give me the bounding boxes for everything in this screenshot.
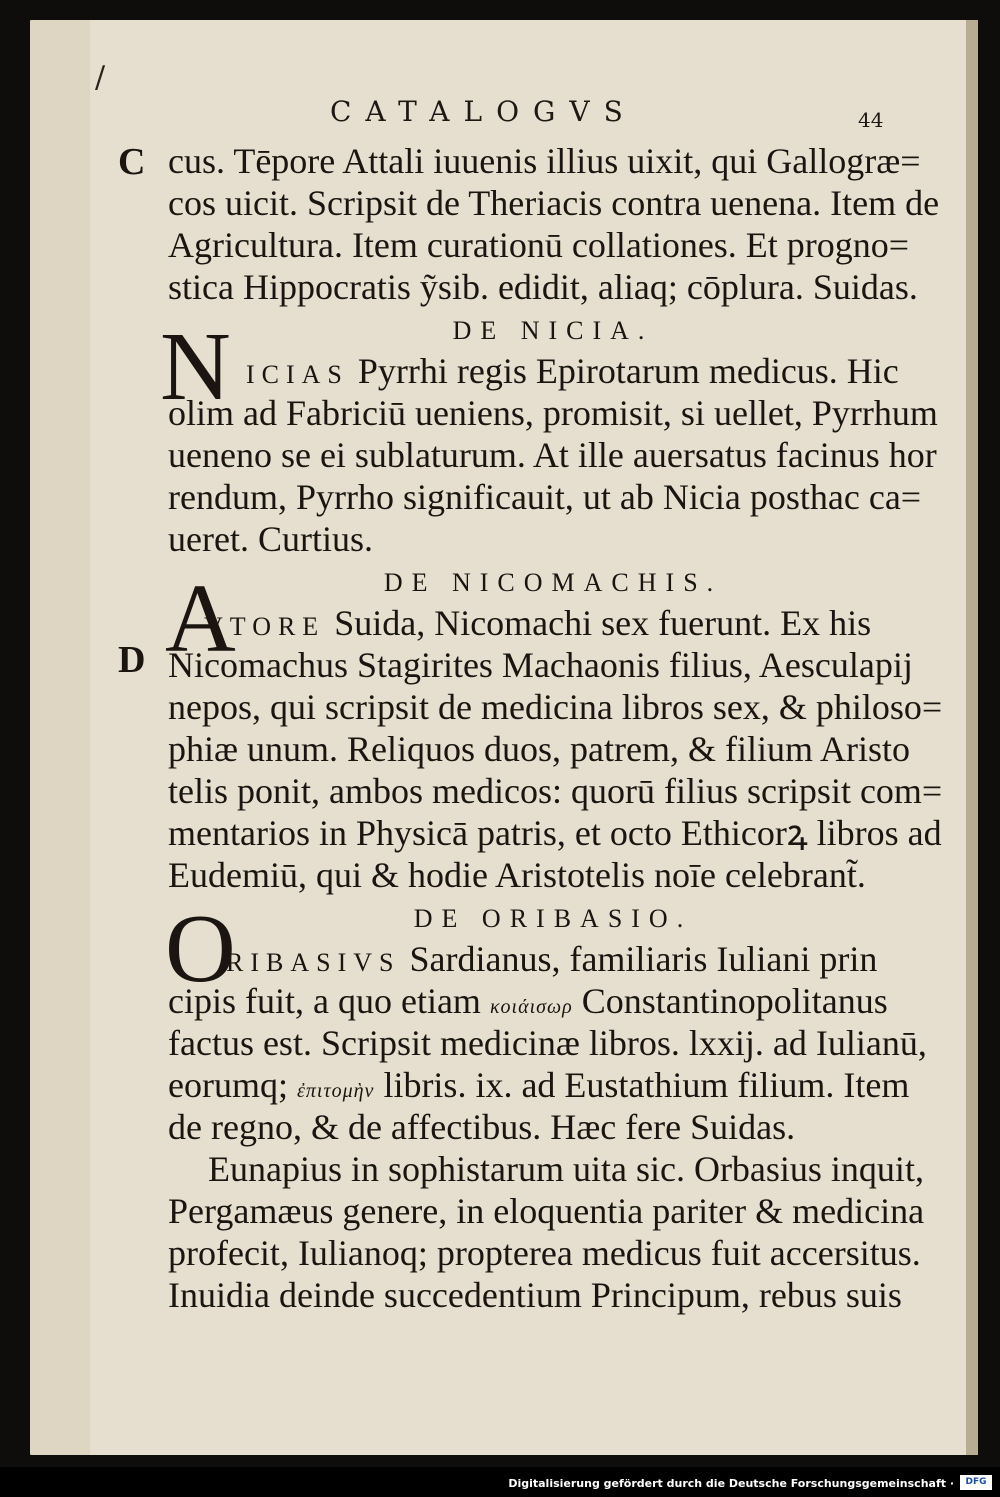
- section-heading-nicia: DE NICIA.: [452, 316, 654, 345]
- text-line: factus est. Scripsit medicinæ libros. lxxij. ad Iulianū,: [168, 1023, 927, 1063]
- signature-mark-c: C: [118, 141, 146, 183]
- text-line: Agricultura. Item curationū collationes. Et progno=: [168, 225, 910, 265]
- section-heading-oribasio: DE ORIBASIO.: [413, 904, 693, 933]
- text-line: ueret. Curtius.: [168, 519, 373, 559]
- text-line: rendum, Pyrrho significauit, ut ab Nicia posthac ca=: [168, 477, 922, 517]
- text-line: olim ad Fabriciū ueniens, promisit, si uellet, Pyrrhum: [168, 393, 938, 433]
- text-line: stica Hippocratis ỹsib. edidit, aliaq; cōplura. Suidas.: [168, 267, 918, 307]
- text-line: [168, 350, 938, 392]
- text-line: nepos, qui scripsit de medicina libros sex, & philoso=: [168, 687, 943, 727]
- text-line: mentarios in Physicā patris, et octo Ethicorꝝ libros ad: [168, 813, 942, 853]
- signature-mark-d: D: [118, 639, 146, 681]
- text-line: de regno, & de affectibus. Hæc fere Suidas.: [168, 1107, 796, 1147]
- text-line: [168, 980, 938, 1022]
- text-line: Pergamæus genere, in eloquentia pariter & medicina: [168, 1191, 925, 1231]
- pen-mark: /: [95, 60, 106, 95]
- text-line: cus. Tēpore Attali iuuenis illius uixit, qui Gallogræ=: [168, 141, 921, 181]
- running-head: CATALOGVS: [330, 95, 637, 128]
- text-line: Nicomachus Stagirites Machaonis filius, Aesculapij: [168, 645, 913, 685]
- page-number: 44: [858, 108, 884, 132]
- line-text: Suida, Nicomachi sex fuerunt. Ex his: [325, 603, 872, 643]
- text-line: Eunapius in sophistarum uita sic. Orbasius inquit,: [208, 1149, 924, 1189]
- text-line: cos uicit. Scripsit de Theriacis contra uenena. Item de: [168, 183, 940, 223]
- text-line: profecit, Iulianoq; propterea medicus fuit accersitus.: [168, 1233, 921, 1273]
- body-text: [168, 140, 943, 1316]
- page-edge: [966, 20, 978, 1455]
- text-line: Eudemiū, qui & hodie Aristotelis noīe celebrant̃.: [168, 855, 866, 895]
- text-line: [168, 1064, 938, 1106]
- line-text: eorumq;: [168, 1065, 297, 1105]
- line-text: Sardianus, familiaris Iuliani prin: [400, 939, 878, 979]
- greek-word: κοιάισωρ: [489, 996, 573, 1018]
- text-line: phiæ unum. Reliquos duos, patrem, & filium Aristo: [168, 729, 910, 769]
- dropcap-a: A: [165, 565, 236, 673]
- smallcaps-word: RIBASIVS: [226, 948, 401, 977]
- dropcap-o: O: [165, 895, 236, 1003]
- section-heading-nicomachis: DE NICOMACHIS.: [383, 568, 723, 597]
- smallcaps-word: ICIAS: [246, 360, 349, 389]
- text-line: ueneno se ei sublaturum. At ille auersatus facinus hor: [168, 435, 937, 475]
- smallcaps-word: VTORE: [204, 612, 326, 641]
- line-text: cipis fuit, a quo etiam: [168, 981, 490, 1021]
- dfg-logo[interactable]: DFG: [960, 1475, 992, 1490]
- page-gutter: [30, 20, 90, 1455]
- line-text: Pyrrhi regis Epirotarum medicus. Hic: [348, 351, 899, 391]
- line-text: Constantinopolitanus: [572, 981, 888, 1021]
- funding-credit: Digitalisierung gefördert durch die Deutsche Forschungsgemeinschaft ·: [508, 1477, 954, 1490]
- text-line: telis ponit, ambos medicos: quorū filius scripsit com=: [168, 771, 943, 811]
- text-line: [168, 938, 938, 980]
- text-line: [168, 602, 938, 644]
- line-text: libris. ix. ad Eustathium filium. Item: [374, 1065, 910, 1105]
- text-line: Inuidia deinde succedentium Principum, rebus suis: [168, 1275, 902, 1315]
- greek-word: ἐπιτομὴν: [296, 1080, 375, 1102]
- dropcap-n: N: [160, 313, 231, 421]
